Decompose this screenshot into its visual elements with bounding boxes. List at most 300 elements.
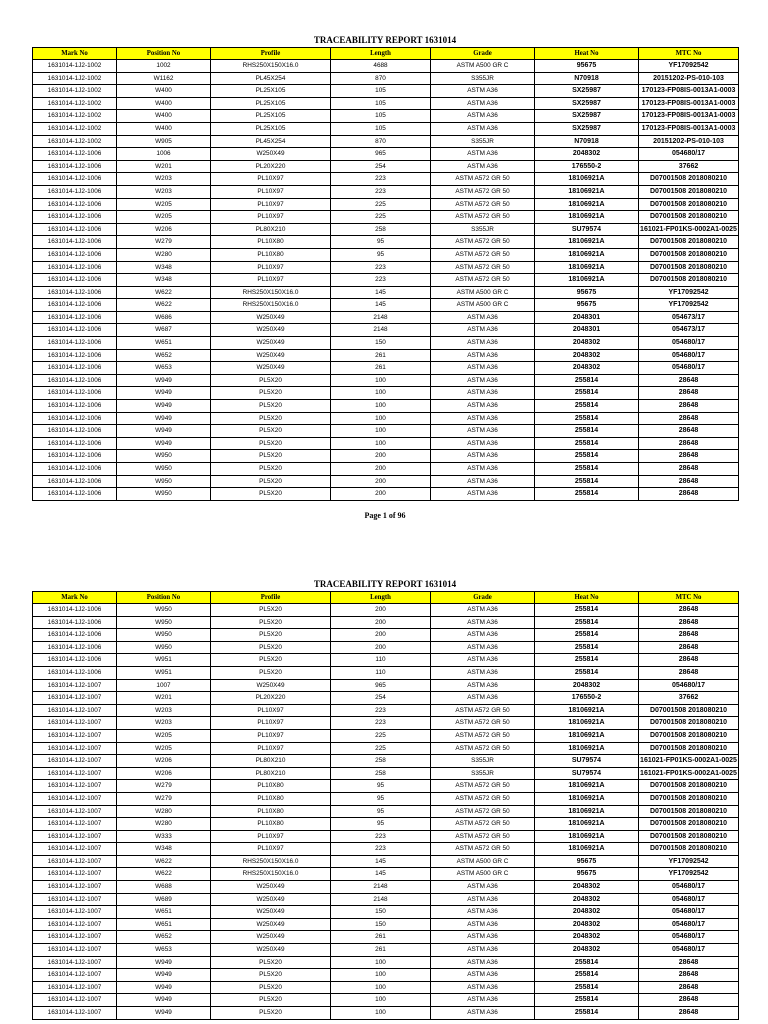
- cell-heat-no: 18106921A: [535, 274, 639, 287]
- table-row: [33, 311, 739, 324]
- cell-grade: ASTM A572 GR 50: [431, 198, 535, 211]
- cell-position-no: W949: [117, 1007, 211, 1020]
- table-row: [33, 679, 739, 692]
- cell-grade: ASTM A36: [431, 629, 535, 642]
- cell-position-no: W949: [117, 400, 211, 413]
- cell-heat-no: 255814: [535, 654, 639, 667]
- cell-length: 223: [331, 173, 431, 186]
- cell-profile: W250X49: [211, 349, 331, 362]
- table-row: [33, 767, 739, 780]
- cell-profile: PL10X80: [211, 805, 331, 818]
- table-row: [33, 994, 739, 1007]
- cell-mtc-no: 37662: [639, 160, 739, 173]
- cell-heat-no: 255814: [535, 437, 639, 450]
- cell-length: 261: [331, 944, 431, 957]
- cell-heat-no: 255814: [535, 604, 639, 617]
- cell-position-no: W689: [117, 893, 211, 906]
- cell-mtc-no: 054680/17: [639, 362, 739, 375]
- cell-profile: PL5X20: [211, 374, 331, 387]
- table-row: [33, 755, 739, 768]
- cell-mtc-no: 054680/17: [639, 944, 739, 957]
- table-row: [33, 956, 739, 969]
- cell-mark-no: 1631014-1J2-1007: [33, 755, 117, 768]
- cell-mtc-no: 28648: [639, 488, 739, 501]
- cell-profile: PL5X20: [211, 475, 331, 488]
- cell-length: 100: [331, 981, 431, 994]
- cell-grade: ASTM A36: [431, 122, 535, 135]
- table-row: [33, 906, 739, 919]
- cell-position-no: W949: [117, 994, 211, 1007]
- cell-mtc-no: 054680/17: [639, 881, 739, 894]
- cell-heat-no: 18106921A: [535, 830, 639, 843]
- cell-mark-no: 1631014-1J2-1006: [33, 387, 117, 400]
- cell-mark-no: 1631014-1J2-1006: [33, 148, 117, 161]
- cell-profile: PL10X97: [211, 261, 331, 274]
- cell-mtc-no: D07001508 2018080210: [639, 792, 739, 805]
- cell-mtc-no: D07001508 2018080210: [639, 274, 739, 287]
- cell-length: 145: [331, 299, 431, 312]
- cell-length: 105: [331, 85, 431, 98]
- cell-heat-no: 176550-2: [535, 692, 639, 705]
- cell-profile: PL10X97: [211, 198, 331, 211]
- table-row: [33, 387, 739, 400]
- cell-profile: PL10X97: [211, 729, 331, 742]
- cell-mark-no: 1631014-1J2-1007: [33, 818, 117, 831]
- cell-heat-no: 255814: [535, 981, 639, 994]
- cell-mark-no: 1631014-1J2-1002: [33, 135, 117, 148]
- cell-mtc-no: 054673/17: [639, 311, 739, 324]
- cell-grade: ASTM A36: [431, 488, 535, 501]
- cell-profile: RHS250X150X16.0: [211, 60, 331, 73]
- cell-grade: ASTM A36: [431, 654, 535, 667]
- cell-heat-no: SX25987: [535, 97, 639, 110]
- cell-length: 100: [331, 956, 431, 969]
- cell-position-no: W949: [117, 981, 211, 994]
- table-row: [33, 805, 739, 818]
- cell-mtc-no: 20151202-PS-010-103: [639, 135, 739, 148]
- cell-length: 150: [331, 906, 431, 919]
- cell-profile: PL10X97: [211, 173, 331, 186]
- cell-position-no: W206: [117, 755, 211, 768]
- cell-length: 965: [331, 679, 431, 692]
- cell-position-no: W652: [117, 349, 211, 362]
- cell-mtc-no: D07001508 2018080210: [639, 185, 739, 198]
- cell-profile: PL10X80: [211, 248, 331, 261]
- cell-mark-no: 1631014-1J2-1006: [33, 211, 117, 224]
- cell-heat-no: 18106921A: [535, 729, 639, 742]
- cell-position-no: 1007: [117, 679, 211, 692]
- cell-mtc-no: 170123-FP08IS-0013A1-0003: [639, 122, 739, 135]
- table-row: [33, 918, 739, 931]
- table-row: [33, 324, 739, 337]
- cell-mtc-no: 28648: [639, 956, 739, 969]
- cell-length: 100: [331, 387, 431, 400]
- cell-heat-no: 255814: [535, 641, 639, 654]
- table-row: [33, 362, 739, 375]
- table-row: [33, 704, 739, 717]
- table-row: [33, 692, 739, 705]
- cell-length: 145: [331, 868, 431, 881]
- cell-mtc-no: D07001508 2018080210: [639, 843, 739, 856]
- cell-profile: W250X49: [211, 679, 331, 692]
- cell-heat-no: 18106921A: [535, 843, 639, 856]
- cell-grade: S355JR: [431, 135, 535, 148]
- cell-position-no: W950: [117, 488, 211, 501]
- cell-position-no: W651: [117, 918, 211, 931]
- cell-grade: ASTM A36: [431, 981, 535, 994]
- cell-mark-no: 1631014-1J2-1006: [33, 261, 117, 274]
- cell-position-no: W950: [117, 629, 211, 642]
- table-row: [33, 412, 739, 425]
- cell-position-no: W348: [117, 274, 211, 287]
- cell-heat-no: 95675: [535, 855, 639, 868]
- cell-position-no: W687: [117, 324, 211, 337]
- table-row: [33, 931, 739, 944]
- cell-length: 100: [331, 400, 431, 413]
- cell-profile: PL5X20: [211, 666, 331, 679]
- cell-position-no: W950: [117, 463, 211, 476]
- cell-heat-no: 18106921A: [535, 211, 639, 224]
- table-row: [33, 286, 739, 299]
- cell-profile: PL10X80: [211, 792, 331, 805]
- cell-mtc-no: D07001508 2018080210: [639, 173, 739, 186]
- cell-profile: PL5X20: [211, 1007, 331, 1020]
- cell-grade: ASTM A36: [431, 110, 535, 123]
- cell-heat-no: N70918: [535, 72, 639, 85]
- cell-length: 223: [331, 185, 431, 198]
- cell-length: 145: [331, 855, 431, 868]
- cell-grade: ASTM A36: [431, 337, 535, 350]
- table-row: [33, 742, 739, 755]
- cell-heat-no: 18106921A: [535, 717, 639, 730]
- cell-mtc-no: 20151202-PS-010-103: [639, 72, 739, 85]
- cell-grade: ASTM A572 GR 50: [431, 211, 535, 224]
- table-row: [33, 223, 739, 236]
- cell-mtc-no: 28648: [639, 463, 739, 476]
- cell-heat-no: 255814: [535, 956, 639, 969]
- cell-mtc-no: D07001508 2018080210: [639, 780, 739, 793]
- cell-length: 225: [331, 198, 431, 211]
- cell-grade: ASTM A36: [431, 374, 535, 387]
- cell-position-no: W622: [117, 286, 211, 299]
- cell-length: 95: [331, 792, 431, 805]
- cell-position-no: W653: [117, 362, 211, 375]
- cell-mtc-no: 28648: [639, 400, 739, 413]
- cell-profile: PL10X97: [211, 704, 331, 717]
- cell-heat-no: 255814: [535, 400, 639, 413]
- table-row: [33, 969, 739, 982]
- column-header-profile: Profile: [211, 48, 331, 60]
- cell-position-no: W400: [117, 122, 211, 135]
- cell-length: 200: [331, 463, 431, 476]
- cell-grade: ASTM A36: [431, 85, 535, 98]
- cell-grade: ASTM A36: [431, 475, 535, 488]
- report-page-1: [32, 34, 738, 520]
- cell-length: 225: [331, 729, 431, 742]
- table-row: [33, 604, 739, 617]
- table-row: [33, 868, 739, 881]
- cell-length: 100: [331, 437, 431, 450]
- cell-grade: ASTM A572 GR 50: [431, 274, 535, 287]
- cell-profile: PL5X20: [211, 654, 331, 667]
- table-row: [33, 349, 739, 362]
- cell-length: 100: [331, 994, 431, 1007]
- cell-mtc-no: 28648: [639, 1007, 739, 1020]
- cell-grade: ASTM A36: [431, 387, 535, 400]
- cell-profile: PL10X97: [211, 274, 331, 287]
- cell-mtc-no: YF17092542: [639, 299, 739, 312]
- cell-mtc-no: D07001508 2018080210: [639, 198, 739, 211]
- cell-mtc-no: 054680/17: [639, 337, 739, 350]
- cell-mark-no: 1631014-1J2-1002: [33, 85, 117, 98]
- cell-mark-no: 1631014-1J2-1006: [33, 236, 117, 249]
- cell-position-no: W622: [117, 855, 211, 868]
- cell-grade: ASTM A572 GR 50: [431, 742, 535, 755]
- cell-grade: ASTM A500 GR C: [431, 868, 535, 881]
- cell-position-no: W950: [117, 604, 211, 617]
- cell-mark-no: 1631014-1J2-1006: [33, 475, 117, 488]
- cell-mtc-no: 170123-FP08IS-0013A1-0003: [639, 97, 739, 110]
- cell-heat-no: 255814: [535, 629, 639, 642]
- cell-length: 110: [331, 666, 431, 679]
- cell-profile: PL25X105: [211, 122, 331, 135]
- cell-position-no: W950: [117, 641, 211, 654]
- cell-heat-no: 18106921A: [535, 248, 639, 261]
- cell-mark-no: 1631014-1J2-1007: [33, 931, 117, 944]
- cell-mark-no: 1631014-1J2-1007: [33, 805, 117, 818]
- cell-grade: ASTM A36: [431, 311, 535, 324]
- cell-mark-no: 1631014-1J2-1006: [33, 425, 117, 438]
- cell-mark-no: 1631014-1J2-1006: [33, 488, 117, 501]
- cell-heat-no: 255814: [535, 1007, 639, 1020]
- traceability-table: [32, 591, 739, 1020]
- column-header-grade: Grade: [431, 48, 535, 60]
- cell-mark-no: 1631014-1J2-1006: [33, 349, 117, 362]
- cell-profile: PL10X97: [211, 185, 331, 198]
- cell-heat-no: SX25987: [535, 122, 639, 135]
- cell-mark-no: 1631014-1J2-1007: [33, 780, 117, 793]
- cell-length: 200: [331, 641, 431, 654]
- cell-mtc-no: 28648: [639, 604, 739, 617]
- cell-heat-no: SU79574: [535, 755, 639, 768]
- cell-mtc-no: D07001508 2018080210: [639, 236, 739, 249]
- cell-mark-no: 1631014-1J2-1006: [33, 666, 117, 679]
- cell-mark-no: 1631014-1J2-1002: [33, 72, 117, 85]
- cell-grade: ASTM A36: [431, 692, 535, 705]
- cell-mtc-no: 28648: [639, 641, 739, 654]
- cell-mark-no: 1631014-1J2-1006: [33, 604, 117, 617]
- cell-length: 223: [331, 274, 431, 287]
- cell-mark-no: 1631014-1J2-1006: [33, 185, 117, 198]
- cell-mtc-no: 054680/17: [639, 906, 739, 919]
- table-row: [33, 981, 739, 994]
- table-row: [33, 450, 739, 463]
- report-title: TRACEABILITY REPORT 1631014: [313, 35, 457, 45]
- cell-mtc-no: 28648: [639, 437, 739, 450]
- cell-mark-no: 1631014-1J2-1006: [33, 437, 117, 450]
- cell-length: 100: [331, 425, 431, 438]
- cell-mtc-no: D07001508 2018080210: [639, 211, 739, 224]
- cell-mtc-no: 161021-FP01KS-0002A1-0025: [639, 767, 739, 780]
- cell-length: 2148: [331, 324, 431, 337]
- cell-mark-no: 1631014-1J2-1007: [33, 981, 117, 994]
- cell-mark-no: 1631014-1J2-1007: [33, 679, 117, 692]
- cell-profile: PL10X80: [211, 818, 331, 831]
- traceability-table: [32, 47, 739, 501]
- cell-grade: ASTM A572 GR 50: [431, 236, 535, 249]
- cell-position-no: W203: [117, 717, 211, 730]
- cell-position-no: W688: [117, 881, 211, 894]
- cell-heat-no: 2048302: [535, 148, 639, 161]
- cell-mark-no: 1631014-1J2-1006: [33, 463, 117, 476]
- cell-position-no: W280: [117, 805, 211, 818]
- cell-mtc-no: YF17092542: [639, 868, 739, 881]
- table-row: [33, 475, 739, 488]
- column-header-profile: Profile: [211, 592, 331, 604]
- cell-heat-no: 95675: [535, 60, 639, 73]
- table-body: [33, 604, 739, 1020]
- column-header-length: Length: [331, 592, 431, 604]
- cell-mark-no: 1631014-1J2-1006: [33, 412, 117, 425]
- table-row: [33, 666, 739, 679]
- cell-position-no: W348: [117, 261, 211, 274]
- table-row: [33, 198, 739, 211]
- table-row: [33, 830, 739, 843]
- column-header-mtc-no: MTC No: [639, 592, 739, 604]
- cell-grade: ASTM A36: [431, 906, 535, 919]
- table-row: [33, 135, 739, 148]
- cell-profile: RHS250X150X16.0: [211, 868, 331, 881]
- cell-mark-no: 1631014-1J2-1007: [33, 969, 117, 982]
- table-row: [33, 1007, 739, 1020]
- cell-mark-no: 1631014-1J2-1006: [33, 173, 117, 186]
- cell-grade: ASTM A36: [431, 450, 535, 463]
- column-header-heat-no: Heat No: [535, 48, 639, 60]
- cell-position-no: W205: [117, 729, 211, 742]
- cell-profile: PL10X80: [211, 236, 331, 249]
- cell-heat-no: 2048302: [535, 679, 639, 692]
- cell-mtc-no: 054680/17: [639, 148, 739, 161]
- cell-mtc-no: 28648: [639, 654, 739, 667]
- table-row: [33, 185, 739, 198]
- cell-mark-no: 1631014-1J2-1007: [33, 767, 117, 780]
- cell-heat-no: 18106921A: [535, 818, 639, 831]
- table-row: [33, 437, 739, 450]
- cell-mark-no: 1631014-1J2-1006: [33, 362, 117, 375]
- cell-heat-no: SX25987: [535, 110, 639, 123]
- cell-mark-no: 1631014-1J2-1006: [33, 616, 117, 629]
- cell-mark-no: 1631014-1J2-1006: [33, 286, 117, 299]
- cell-grade: ASTM A500 GR C: [431, 855, 535, 868]
- cell-heat-no: 255814: [535, 374, 639, 387]
- table-body: [33, 60, 739, 501]
- cell-grade: ASTM A572 GR 50: [431, 261, 535, 274]
- cell-grade: ASTM A572 GR 50: [431, 830, 535, 843]
- report-page-2: [32, 578, 738, 1020]
- cell-length: 223: [331, 843, 431, 856]
- cell-grade: ASTM A36: [431, 969, 535, 982]
- cell-grade: ASTM A572 GR 50: [431, 173, 535, 186]
- cell-position-no: 1002: [117, 60, 211, 73]
- cell-grade: ASTM A36: [431, 616, 535, 629]
- cell-heat-no: 2048302: [535, 337, 639, 350]
- table-row: [33, 173, 739, 186]
- cell-length: 200: [331, 450, 431, 463]
- table-row: [33, 400, 739, 413]
- cell-heat-no: 2048302: [535, 918, 639, 931]
- table-row: [33, 654, 739, 667]
- cell-profile: PL25X105: [211, 85, 331, 98]
- cell-grade: S355JR: [431, 72, 535, 85]
- cell-length: 261: [331, 931, 431, 944]
- column-header-position-no: Position No: [117, 48, 211, 60]
- cell-position-no: W333: [117, 830, 211, 843]
- column-header-mtc-no: MTC No: [639, 48, 739, 60]
- cell-position-no: W949: [117, 425, 211, 438]
- cell-heat-no: 2048302: [535, 881, 639, 894]
- cell-mark-no: 1631014-1J2-1006: [33, 223, 117, 236]
- cell-grade: ASTM A36: [431, 349, 535, 362]
- cell-profile: W250X49: [211, 362, 331, 375]
- cell-profile: PL5X20: [211, 425, 331, 438]
- cell-grade: ASTM A36: [431, 412, 535, 425]
- cell-mtc-no: 170123-FP08IS-0013A1-0003: [639, 110, 739, 123]
- cell-profile: PL20X220: [211, 692, 331, 705]
- cell-profile: W250X49: [211, 148, 331, 161]
- cell-length: 2148: [331, 881, 431, 894]
- cell-profile: PL5X20: [211, 400, 331, 413]
- table-row: [33, 616, 739, 629]
- cell-length: 150: [331, 337, 431, 350]
- cell-grade: ASTM A572 GR 50: [431, 185, 535, 198]
- cell-mark-no: 1631014-1J2-1006: [33, 629, 117, 642]
- cell-position-no: W652: [117, 931, 211, 944]
- cell-mark-no: 1631014-1J2-1007: [33, 881, 117, 894]
- cell-mark-no: 1631014-1J2-1007: [33, 1007, 117, 1020]
- table-row: [33, 780, 739, 793]
- cell-grade: ASTM A36: [431, 666, 535, 679]
- column-header-length: Length: [331, 48, 431, 60]
- table-row: [33, 374, 739, 387]
- cell-grade: ASTM A36: [431, 362, 535, 375]
- cell-mtc-no: 28648: [639, 616, 739, 629]
- cell-length: 223: [331, 830, 431, 843]
- cell-grade: ASTM A500 GR C: [431, 299, 535, 312]
- cell-heat-no: 18106921A: [535, 198, 639, 211]
- cell-heat-no: 255814: [535, 488, 639, 501]
- cell-grade: ASTM A572 GR 50: [431, 805, 535, 818]
- table-row: [33, 160, 739, 173]
- column-header-mark-no: Mark No: [33, 592, 117, 604]
- cell-grade: ASTM A572 GR 50: [431, 729, 535, 742]
- cell-mark-no: 1631014-1J2-1007: [33, 855, 117, 868]
- cell-grade: ASTM A36: [431, 1007, 535, 1020]
- table-row: [33, 299, 739, 312]
- cell-position-no: W205: [117, 211, 211, 224]
- cell-mark-no: 1631014-1J2-1007: [33, 994, 117, 1007]
- cell-mark-no: 1631014-1J2-1007: [33, 918, 117, 931]
- cell-heat-no: 255814: [535, 387, 639, 400]
- cell-length: 258: [331, 223, 431, 236]
- cell-grade: ASTM A36: [431, 881, 535, 894]
- cell-mtc-no: 28648: [639, 412, 739, 425]
- table-row: [33, 236, 739, 249]
- cell-mtc-no: 28648: [639, 994, 739, 1007]
- table-row: [33, 425, 739, 438]
- cell-position-no: W686: [117, 311, 211, 324]
- cell-position-no: W201: [117, 692, 211, 705]
- table-row: [33, 843, 739, 856]
